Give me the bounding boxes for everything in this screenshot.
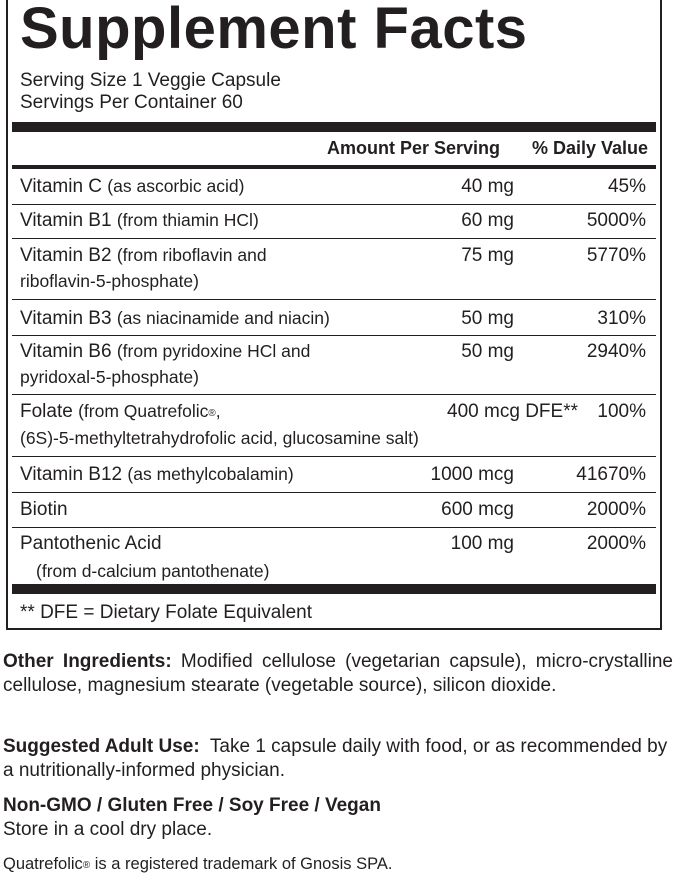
nutrient-source-line2: (6S)-5-methyltetrahydrofolic acid, glucosamine salt)	[20, 428, 419, 448]
nutrient-name: Pantothenic Acid	[20, 533, 162, 554]
row-divider	[12, 238, 656, 239]
nutrient-name: Biotin	[20, 499, 68, 520]
nutrient-dv: 5770%	[586, 245, 646, 266]
nutrient-name: Vitamin B3 (as niacinamide and niacin)	[20, 308, 330, 329]
other-ingredients	[3, 650, 673, 698]
nutrient-amount: 1000 mcg	[430, 464, 514, 485]
storage-instructions: Store in a cool dry place.	[3, 819, 213, 840]
nutrient-source-line2: riboflavin-5-phosphate)	[20, 271, 199, 291]
nutrient-name: Vitamin C (as ascorbic acid)	[20, 176, 245, 197]
supplement-facts-panel	[6, 0, 662, 630]
header-daily-value: % Daily Value	[531, 138, 648, 158]
row-divider	[12, 527, 656, 528]
nutrient-dv: 2000%	[586, 499, 646, 520]
nutrient-amount: 60 mg	[461, 210, 514, 231]
product-claims: Non-GMO / Gluten Free / Soy Free / Vegan	[3, 795, 381, 816]
nutrient-amount: 400 mcg DFE**	[447, 401, 578, 422]
nutrient-amount: 100 mg	[450, 533, 514, 554]
servings-per-container: Servings Per Container 60	[20, 92, 243, 113]
serving-size: Serving Size 1 Veggie Capsule	[20, 70, 281, 91]
medium-divider	[12, 165, 656, 169]
row-divider	[12, 299, 656, 300]
row-divider	[12, 204, 656, 205]
row-divider	[12, 335, 656, 336]
nutrient-name: Vitamin B1 (from thiamin HCl)	[20, 210, 259, 231]
nutrient-amount: 75 mg	[461, 245, 514, 266]
nutrient-dv: 2940%	[586, 341, 646, 362]
row-divider	[12, 456, 656, 457]
nutrient-dv: 45%	[607, 176, 646, 197]
nutrient-source-line2: pyridoxal-5-phosphate)	[20, 367, 199, 387]
trademark-notice: Quatrefolic® is a registered trademark of Gnosis SPA.	[3, 855, 393, 873]
nutrient-name: Vitamin B2 (from riboflavin and	[20, 245, 267, 266]
row-divider	[12, 492, 656, 493]
nutrient-source-line2: (from d-calcium pantothenate)	[36, 561, 270, 581]
nutrient-amount: 600 mcg	[441, 499, 514, 520]
header-amount: Amount Per Serving	[326, 138, 500, 158]
other-ingredients-text: Modified cellulose (vegetarian capsule), micro-crystalline cellulose, magnesium stearate (vegetable source), silicon dioxide.	[3, 651, 674, 696]
nutrient-dv: 2000%	[586, 533, 646, 554]
nutrient-name: Vitamin B6 (from pyridoxine HCl and	[20, 341, 311, 362]
thick-divider	[12, 122, 656, 132]
dfe-footnote: ** DFE = Dietary Folate Equivalent	[20, 602, 312, 623]
nutrient-dv: 41670%	[576, 464, 646, 485]
nutrient-dv: 5000%	[586, 210, 646, 231]
nutrient-dv: 100%	[597, 401, 646, 422]
nutrient-amount: 50 mg	[461, 341, 514, 362]
suggested-use-heading: Suggested Adult Use:	[3, 736, 200, 757]
suggested-use-text: Take 1 capsule daily with food, or as recommended by a nutritionally-informed physician.	[3, 736, 668, 781]
thick-divider-bottom	[12, 584, 656, 594]
nutrient-dv: 310%	[597, 308, 646, 329]
nutrient-name: Vitamin B12 (as methylcobalamin)	[20, 464, 294, 485]
nutrient-amount: 50 mg	[461, 308, 514, 329]
other-ingredients-heading: Other Ingredients:	[3, 651, 172, 672]
nutrient-amount: 40 mg	[461, 176, 514, 197]
row-divider	[12, 394, 656, 395]
panel-title: Supplement Facts	[20, 0, 528, 61]
nutrient-name: Folate (from Quatrefolic®,	[20, 401, 221, 422]
suggested-use	[3, 735, 673, 783]
